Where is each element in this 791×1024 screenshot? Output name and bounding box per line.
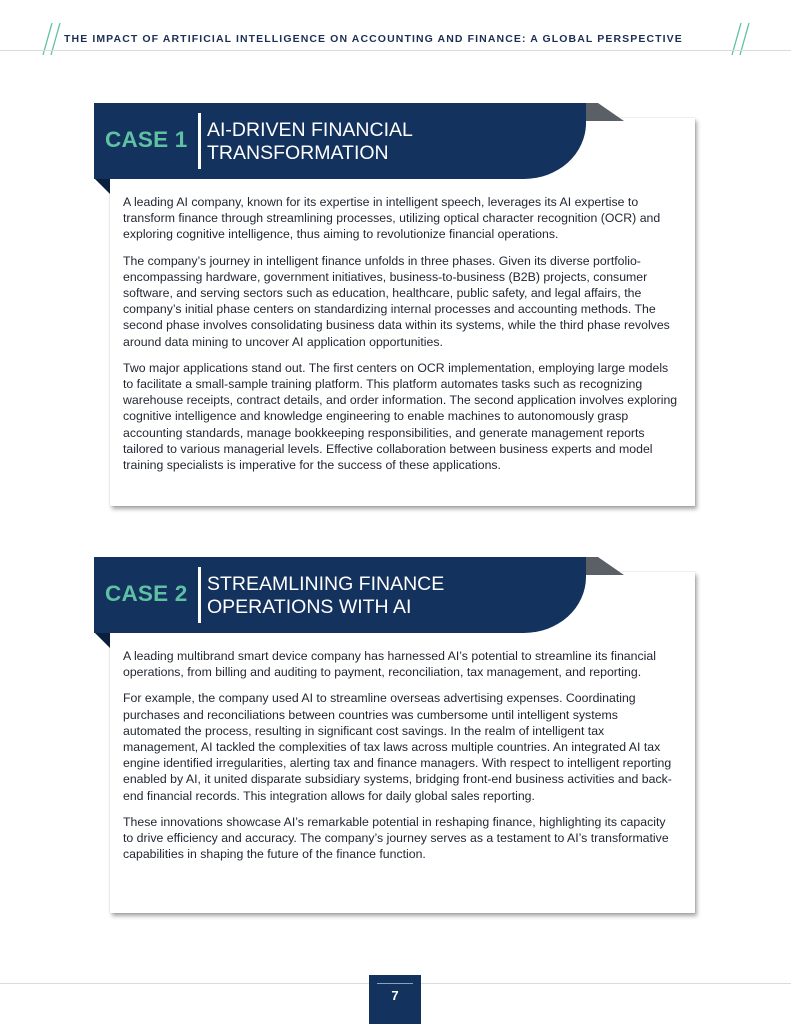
banner-corner-tab [94, 178, 110, 194]
page-number: 7 [391, 988, 399, 1003]
banner-divider [198, 113, 201, 169]
running-header-title: THE IMPACT OF ARTIFICIAL INTELLIGENCE ON ACCOUNTING AND FINANCE: A GLOBAL PERSPECTIVE [64, 33, 683, 45]
case-2-paragraph: A leading multibrand smart device company has harnessed AI’s potential to streamline its financial operations, from billing and auditing to payment, reconciliation, tax management, and reporting. [123, 649, 656, 680]
case-2-paragraph: For example, the company used AI to streamline overseas advertising expenses. Coordinating purchases and reconciliations between countries was cumbersome until intelligent systems automated the process, resulting in significant cost savings. In the realm of intelligent tax management, AI tackled the complexities of tax laws across multiple countries. An integrated AI tax engine identified irregularities, alerting tax and finance managers. With respect to intelligent reporting enabled by AI, it united disparate subsidiary systems, bridging front-end business activities and back-end financial records. This integration allows for daily global sales reporting. [123, 691, 672, 803]
case-2-title [207, 573, 527, 619]
case-2-body [123, 648, 679, 872]
page-header [0, 0, 791, 60]
banner-fold-shadow [584, 557, 624, 575]
case-1-title [207, 119, 527, 165]
case-1-title-line: TRANSFORMATION [207, 142, 389, 164]
header-divider [0, 50, 791, 51]
case-2-label: CASE 2 [105, 581, 188, 606]
case-2-title-line: OPERATIONS WITH AI [207, 596, 412, 618]
page-number-box [369, 975, 421, 1024]
case-2-paragraph: These innovations showcase AI’s remarkable potential in reshaping finance, highlighting its capacity to drive efficiency and accuracy. The company’s journey serves as a testament to AI’s transformative capabilities in shaping the future of the finance function. [123, 814, 669, 862]
banner-divider [198, 567, 201, 623]
case-1-banner [94, 103, 586, 179]
case-2-banner [94, 557, 586, 633]
case-2-title-line: STREAMLINING FINANCE [207, 573, 445, 595]
case-1-paragraph: The company’s journey in intelligent finance unfolds in three phases. Given its diverse portfolio-encompassing hardware, government initiatives, business-to-business (B2B) projects, consumer software, and serving sectors such as education, healthcare, public safety, and legal affairs, the company’s initial phase centers on standardizing internal processes and accounting methods. The second phase involves consolidating business data within its systems, while the third phase revolves around data mining to uncover AI application opportunities. [123, 253, 670, 349]
case-1-paragraph: A leading AI company, known for its expertise in intelligent speech, leverages its AI expertise to transform finance through streamlining processes, utilizing optical character recognition (OCR) and exploring cognitive intelligence, thus aiming to revolutionize financial operations. [123, 195, 661, 242]
case-1-title-line: AI-DRIVEN FINANCIAL [207, 119, 413, 141]
case-1-body [123, 194, 679, 483]
banner-fold-shadow [584, 103, 624, 121]
banner-corner-tab [94, 632, 110, 648]
case-1-label: CASE 1 [105, 127, 188, 152]
case-1-paragraph: Two major applications stand out. The first centers on OCR implementation, employing large models to facilitate a small-sample training platform. This platform automates tasks such as recognizing warehouse receipts, contract details, and order information. The second application involves exploring cognitive intelligence and knowledge engineering to enable machines to autonomously grasp accounting standards, manage bookkeeping responsibilities, and generate management reports tailored to various managerial levels. Effective collaboration between business experts and model training specialists is imperative for the success of these applications. [123, 360, 678, 473]
page-number-rule [377, 983, 413, 984]
